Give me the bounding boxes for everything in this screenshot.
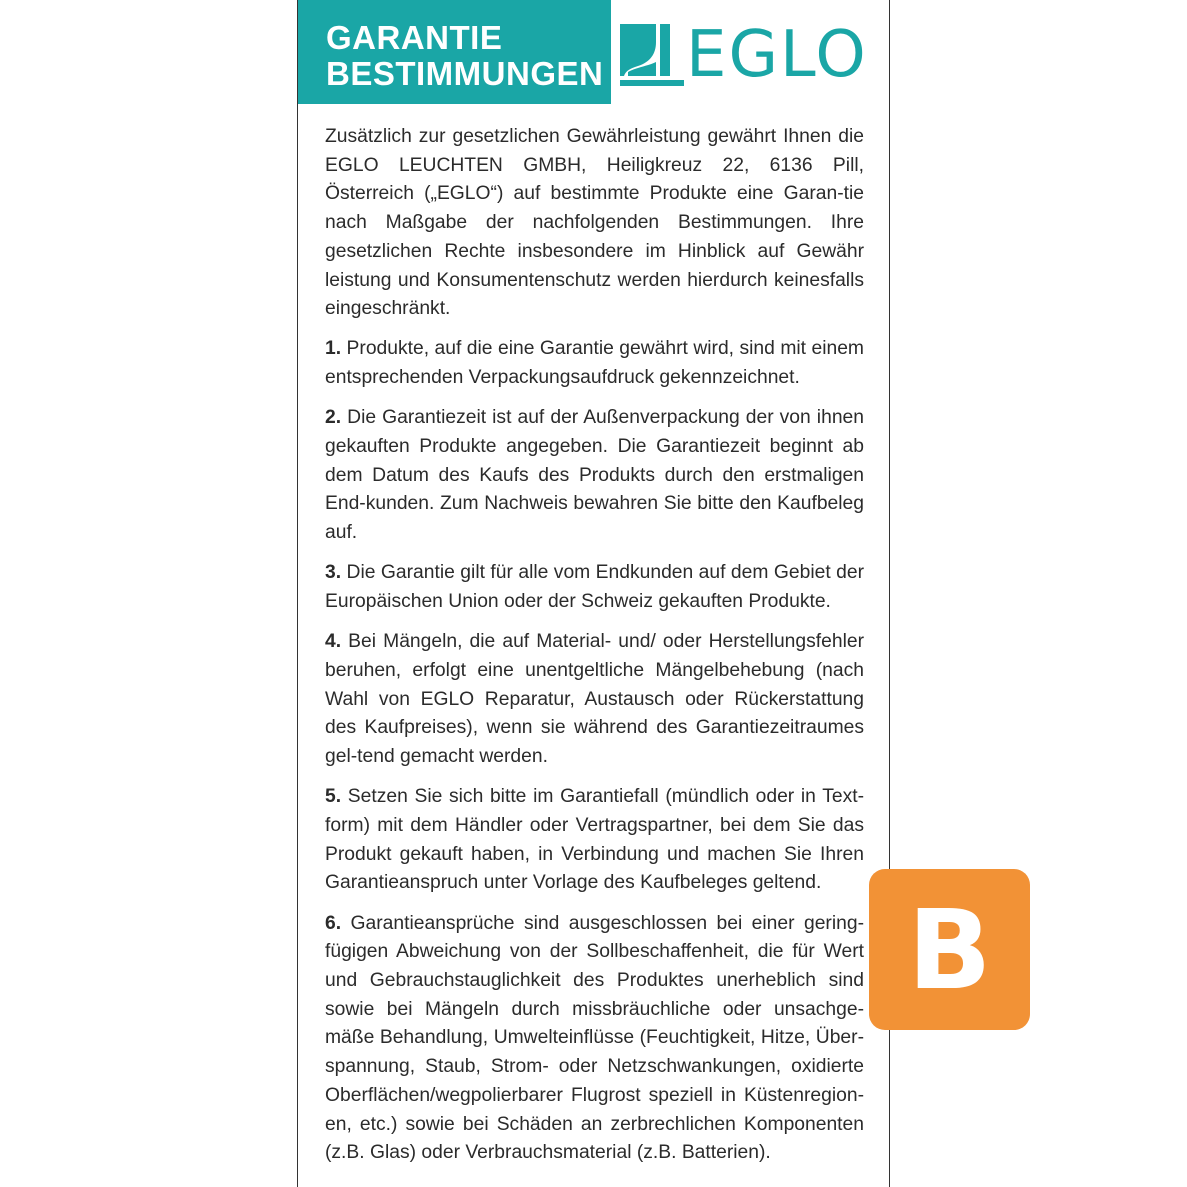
clause-number: 2. (325, 407, 342, 429)
eglo-lamp-icon (620, 24, 684, 86)
clause-4 (325, 628, 864, 772)
clause-2 (325, 404, 864, 548)
title-line-1: GARANTIE (326, 19, 503, 56)
logo-wordmark: EGLO (686, 18, 868, 92)
letter-badge (869, 869, 1030, 1030)
clause-3 (325, 559, 864, 616)
clause-1 (325, 335, 864, 392)
badge-letter: B (907, 885, 992, 1014)
clause-text: Bei Mängeln, die auf Material- und/ oder Herstellungsfehler beruhen, erfolgt eine unentgeltliche Mängelbehebung (nach Wahl von EGLO Reparatur, Austausch oder Rückerstattung des Kaufpreises), wenn sie während des Garantiezeitraumes gel-tend gemacht werden. (325, 631, 864, 768)
clause-text: Die Garantiezeit ist auf der Außenverpackung der von ihnen gekauften Produkte angegeben. Die Garantiezeit beginnt ab dem Datum des Kaufs des Produkts durch den erstmaligen End-kunden. Zum Nachweis bewahren Sie bitte den Kaufbeleg auf. (325, 407, 864, 544)
eglo-logo (620, 18, 870, 92)
clause-number: 5. (325, 786, 342, 808)
clause-text: Setzen Sie sich bitte im Garantiefall (mündlich oder in Text-form) mit dem Händler oder Vertragspartner, bei dem Sie das Produkt gekauft haben, in Verbindung und machen Sie Ihren Garantieanspruch unter Vorlage des Kaufbeleges geltend. (325, 786, 864, 894)
clause-number: 1. (325, 338, 342, 360)
title-line-2: BESTIMMUNGEN (326, 55, 604, 92)
clause-text: Garantieansprüche sind ausgeschlossen bei einer gering-fügigen Abweichung von der Sollbeschaffenheit, die für Wert und Gebrauchstauglichkeit des Produktes unerheblich sind sowie bei Mängeln durch missbräuchliche oder unsachge-mäße Behandlung, Umwelteinflüsse (Feuchtigkeit, Hitze, Über-spannung, Staub, Strom- oder Netzschwankungen, oxidierte Oberflächen/wegpolierbarer Flugrost speziell in Küstenregion-en, etc.) sowie bei Schäden an zerbrechlichen Komponenten (z.B. Glas) oder Verbrauchsmaterial (z.B. Batterien). (325, 912, 864, 1164)
document-page (297, 0, 890, 1187)
clause-text: Produkte, auf die eine Garantie gewährt wird, sind mit einem entsprechenden Verpackungsaufdruck gekennzeichnet. (325, 338, 864, 389)
clause-number: 4. (325, 631, 342, 653)
intro-paragraph: Zusätzlich zur gesetzlichen Gewährleistung gewährt Ihnen die EGLO LEUCHTEN GMBH, Heiligkreuz 22, 6136 Pill, Österreich („EGLO“) auf bestimmte Produkte eine Garan-tie nach Maßgabe der nachfolgenden Bestimmungen. Ihre gesetzlichen Rechte insbesondere im Hinblick auf Gewähr leistung und Konsumentenschutz werden hierdurch keinesfalls eingeschränkt. (325, 126, 864, 320)
clause-number: 6. (325, 912, 342, 934)
clause-6 (325, 910, 864, 1168)
clause-5 (325, 783, 864, 898)
clause-number: 3. (325, 562, 342, 584)
header-title-box (298, 0, 611, 104)
clause-text: Die Garantie gilt für alle vom Endkunden auf dem Gebiet der Europäischen Union oder der Schweiz gekauften Produkte. (325, 562, 864, 613)
warranty-text (325, 123, 864, 1179)
